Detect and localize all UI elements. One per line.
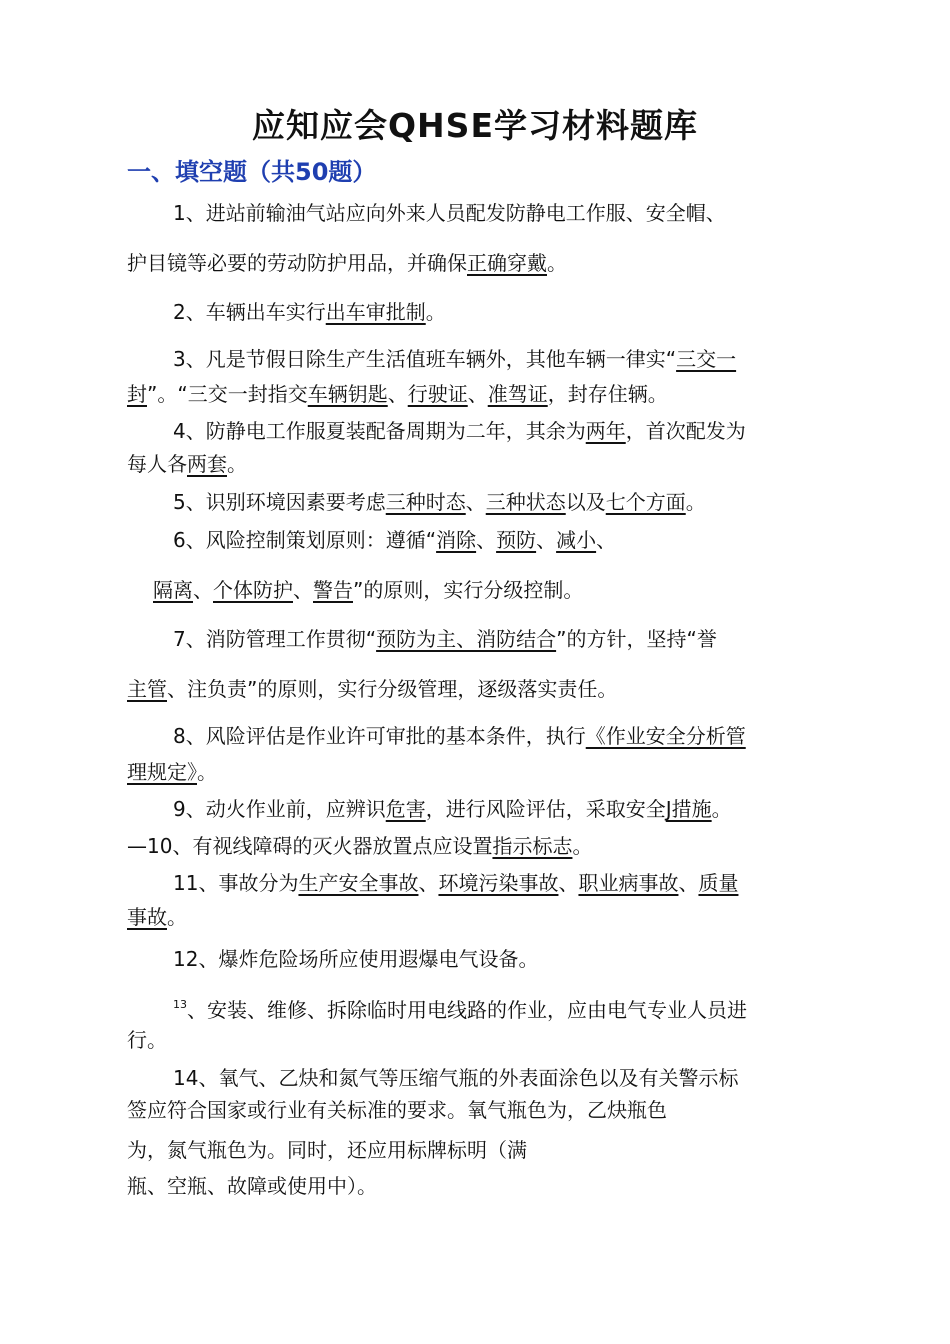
answer-blank: 两年 [585, 419, 626, 443]
text-segment: 签应符合国家或行业有关标准的要求。氧气瓶色为，乙炔瓶色 [127, 1098, 667, 1122]
text-segment: 。 [197, 760, 217, 784]
answer-blank: 质量 [698, 871, 739, 895]
answer-blank: 环境污染事故 [438, 871, 559, 895]
text-segment: 1、进站前输油气站应向外来人员配发防静电工作服、安全帽、 [173, 201, 726, 225]
text-segment: 3、凡是节假日除生产生活值班车辆外，其他车辆一律实“ [173, 347, 677, 371]
text-line [127, 1172, 377, 1200]
text-segment: 护目镜等必要的劳动防护用品，并确保 [127, 251, 467, 275]
text-segment: ，进行风险评估，采取安全 [425, 797, 666, 821]
answer-blank: 减小 [556, 528, 597, 552]
text-segment: 。 [167, 905, 187, 929]
answer-blank: J措施 [665, 797, 712, 821]
answer-blank: 危害 [385, 797, 426, 821]
text-line [127, 249, 567, 277]
text-segment: 、 [596, 528, 617, 552]
text-segment: 、 [536, 528, 557, 552]
text-segment: 2、车辆出车实行 [173, 300, 326, 324]
answer-blank: 个体防护 [213, 578, 293, 602]
answer-blank: 出车审批制 [325, 300, 426, 324]
text-segment: 、 [476, 528, 497, 552]
text-segment: 6、风险控制策划原则：遵循“ [173, 528, 437, 552]
text-line [173, 869, 738, 897]
text-segment: ”的原则，实行分级控制。 [353, 578, 584, 602]
text-line [173, 526, 616, 554]
text-segment: ”。“三交一封指交 [147, 382, 308, 406]
text-segment: —10、有视线障碍的灭火器放置点应设置 [127, 834, 493, 858]
answer-blank: 七个方面 [605, 490, 686, 514]
answer-blank: 职业病事故 [578, 871, 679, 895]
text-segment: 。 [425, 300, 446, 324]
answer-blank: 隔离 [153, 578, 193, 602]
text-line [127, 758, 217, 786]
text-segment: 、注负责”的原则，实行分级管理，逐级落实责任。 [167, 677, 618, 701]
answer-blank: 准驾证 [487, 382, 548, 406]
text-segment: 每人各 [127, 452, 187, 476]
text-line [173, 945, 538, 973]
answer-blank: 预防 [496, 528, 537, 552]
text-segment: 以及 [565, 490, 606, 514]
text-line [127, 1026, 167, 1054]
text-segment: ，首次配发为 [625, 419, 746, 443]
answer-blank: 《作业安全分析管 [585, 724, 746, 748]
text-segment: 、 [293, 578, 313, 602]
text-segment: ”的方针，坚持“誉 [556, 627, 717, 651]
text-segment: 、 [387, 382, 408, 406]
text-line [127, 832, 592, 860]
text-segment: 行。 [127, 1028, 167, 1052]
text-line [127, 1136, 527, 1164]
text-segment: 12、爆炸危险场所应使用遐爆电气设备。 [173, 947, 539, 971]
text-line [173, 199, 726, 227]
text-line [173, 1064, 738, 1092]
answer-blank: 预防为主、消防结合 [376, 627, 557, 651]
text-line [173, 991, 747, 1024]
text-segment: 。 [711, 797, 732, 821]
answer-blank: 事故 [127, 905, 167, 929]
text-segment: 。 [547, 251, 567, 275]
answer-blank: 封 [127, 382, 147, 406]
answer-blank: 两套 [187, 452, 227, 476]
text-segment: 、 [418, 871, 439, 895]
text-line [173, 488, 706, 516]
answer-blank: 三种时态 [385, 490, 466, 514]
answer-blank: 指示标志 [492, 834, 573, 858]
text-segment: 8、风险评估是作业许可审批的基本条件，执行 [173, 724, 586, 748]
page-title: 应知应会QHSE学习材料题库 [252, 106, 698, 145]
answer-blank: 警告 [313, 578, 353, 602]
text-line [173, 417, 746, 445]
text-segment: 。 [227, 452, 247, 476]
text-line [173, 722, 746, 750]
answer-blank: 车辆钥匙 [307, 382, 388, 406]
text-segment: 、 [465, 490, 486, 514]
answer-blank: 理规定》 [127, 760, 197, 784]
text-segment: 4、防静电工作服夏装配备周期为二年，其余为 [173, 419, 586, 443]
answer-blank: 主管 [127, 677, 167, 701]
text-segment: 7、消防管理工作贯彻“ [173, 627, 377, 651]
text-line [173, 345, 736, 373]
text-line [153, 576, 583, 604]
text-line [173, 298, 446, 326]
text-line [127, 380, 668, 408]
answer-blank: 三种状态 [485, 490, 566, 514]
text-segment: 、 [678, 871, 699, 895]
text-line [173, 625, 717, 653]
text-segment: 9、动火作业前，应辨识 [173, 797, 386, 821]
text-segment: 、 [467, 382, 488, 406]
text-segment: ，封存住辆。 [547, 382, 668, 406]
answer-blank: 消除 [436, 528, 477, 552]
answer-blank: 三交一 [676, 347, 737, 371]
text-segment: 、安装、维修、拆除临时用电线路的作业，应由电气专业人员进 [187, 998, 747, 1022]
text-segment: 为，氮气瓶色为。同时，还应用标牌标明（满 [127, 1138, 527, 1162]
answer-blank: 行驶证 [407, 382, 468, 406]
text-line [127, 450, 247, 478]
text-segment: 。 [572, 834, 593, 858]
text-line [127, 903, 187, 931]
answer-blank: 正确穿戴 [467, 251, 547, 275]
text-segment: 、 [558, 871, 579, 895]
text-line [127, 1096, 667, 1124]
text-segment: 、 [193, 578, 213, 602]
text-segment: 5、识别环境因素要考虑 [173, 490, 386, 514]
text-line [173, 795, 732, 823]
text-segment: 14、氧气、乙炔和氮气等压缩气瓶的外表面涂色以及有关警示标 [173, 1066, 739, 1090]
text-segment: 瓶、空瓶、故障或使用中）。 [127, 1174, 377, 1198]
question-number: 13 [173, 998, 187, 1011]
section-heading: 一、填空题（共50题） [127, 158, 377, 186]
text-segment: 。 [685, 490, 706, 514]
text-segment: 11、事故分为 [173, 871, 299, 895]
answer-blank: 生产安全事故 [298, 871, 419, 895]
text-line [127, 675, 617, 703]
